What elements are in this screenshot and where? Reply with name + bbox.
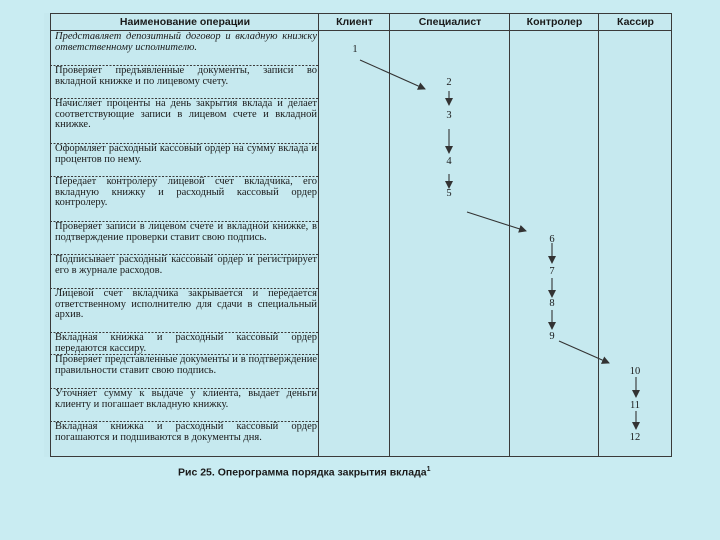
header-client: Клиент <box>336 16 373 28</box>
operation-row-10: Проверяет представленные документы и в подтверждение правильности ставит свою подпись. <box>55 355 317 376</box>
header-operation: Наименование операции <box>119 16 251 28</box>
flow-arrow-1-2 <box>360 60 425 89</box>
flow-arrow-9-10 <box>559 341 609 363</box>
operation-row-1: Представляет депозитный договор и вкладную книжку ответственному исполнителю. <box>55 32 317 53</box>
operation-row-6: Проверяет записи в лицевом счете и вкладной книжке, в подтверждение проверки ставит свою подпись. <box>55 222 317 243</box>
header-cashier: Кассир <box>617 16 654 28</box>
header-controller: Контролер <box>526 16 583 28</box>
operation-row-5: Передает контролеру лицевой счет вкладчика, его вкладную книжку и расходный кассовый ордер контролеру. <box>55 177 317 209</box>
figure-caption-text: Рис 25. Оперограмма порядка закрытия вклада <box>178 466 427 479</box>
step-number-2: 2 <box>446 77 452 88</box>
operation-row-4: Оформляет расходный кассовый ордер на сумму вклада и процентов по нему. <box>55 144 317 165</box>
figure-caption-footnote: 1 <box>426 466 431 473</box>
figure-caption <box>178 466 538 479</box>
step-number-8: 8 <box>549 298 555 309</box>
step-number-12: 12 <box>629 432 641 443</box>
step-number-11: 11 <box>629 400 641 411</box>
step-number-1: 1 <box>352 44 358 55</box>
header-specialist: Специалист <box>418 16 482 28</box>
operation-row-9: Вкладная книжка и расходный кассовый ордер передаются кассиру. <box>55 333 317 354</box>
operation-row-12: Вкладная книжка и расходный кассовый ордер погашаются и подшиваются в документы дня. <box>55 422 317 443</box>
operation-row-2: Проверяет предъявленные документы, записи во вкладной книжке и по лицевому счету. <box>55 66 317 87</box>
step-number-3: 3 <box>446 110 452 121</box>
step-number-4: 4 <box>446 156 452 167</box>
step-number-9: 9 <box>549 331 555 342</box>
operation-row-7: Подписывает расходный кассовый ордер и регистрирует его в журнале расходов. <box>55 255 317 276</box>
step-number-5: 5 <box>446 188 452 199</box>
step-number-6: 6 <box>549 234 555 245</box>
step-number-7: 7 <box>549 266 555 277</box>
step-number-10: 10 <box>629 366 641 377</box>
operation-row-11: Уточняет сумму к выдаче у клиента, выдает деньги клиенту и погашает вкладную книжку. <box>55 389 317 410</box>
operation-row-3: Начисляет проценты на день закрытия вклада и делает соответствующие записи в лицевом счете и вкладной книжке. <box>55 99 317 131</box>
flow-arrow-5-6 <box>467 212 526 231</box>
operation-row-8: Лицевой счет вкладчика закрывается и передается ответственному исполнителю для сдачи в специальный архив. <box>55 289 317 321</box>
